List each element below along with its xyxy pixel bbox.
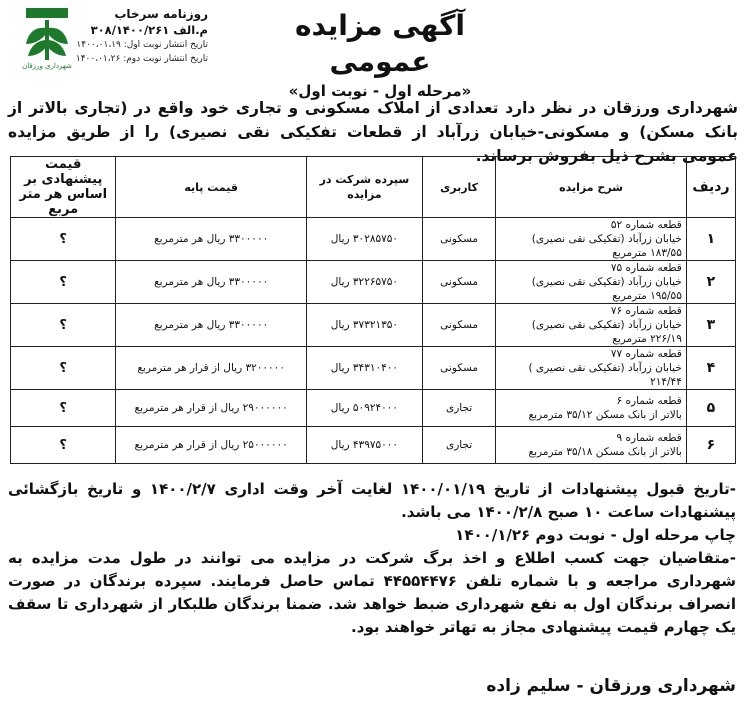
header-usage: کاربری [422, 157, 495, 218]
participants-paragraph: -متقاضیان جهت کسب اطلاع و اخذ برگ شرکت در مزایده می توانند در طول مدت مزایده به شهرداری مراجعه و با شماره تلفن ۴۴۵۵۴۴۷۶ تماس حاصل فرمایند. سپرده برندگان در صورت انصراف برندگان اول به نفع شهرداری ضبط خواهد شد. ضمنا برندگان طلبکار از شهرداری تا سقف یک چهارم قیمت پیشنهادی مجاز به تهاتر خواهند بود. [8, 549, 736, 636]
lot-location: خیابان زرآباد (تفکیکی نقی نصیری ) ۲۱۴/۴۴ [528, 362, 682, 388]
row-offer-price: ؟ [11, 390, 116, 427]
header-offer-price: قیمت پیشنهادی بر اساس هر متر مربع [11, 157, 116, 218]
row-deposit: ۳۷۳۲۱۳۵۰ ریال [306, 304, 422, 347]
row-offer-price: ؟ [11, 347, 116, 390]
row-offer-price: ؟ [11, 218, 116, 261]
lot-location: خیابان زرآباد (تفکیکی نقی نصیری) ۱۹۵/۵۵ مترمربع [531, 276, 682, 302]
notice-heading [260, 8, 500, 100]
header-base-price: قیمت پایه [116, 157, 307, 218]
row-description [496, 347, 687, 390]
print-stage-line: چاپ مرحله اول - نوبت دوم ۱۴۰۰/۱/۲۶ [455, 526, 736, 544]
row-description [496, 427, 687, 464]
lot-location: بالاتر از بانک مسکن ۳۵/۱۸ مترمربع [528, 446, 682, 458]
row-description [496, 261, 687, 304]
row-deposit: ۳۰۲۸۵۷۵۰ ریال [306, 218, 422, 261]
lot-title: قطعه شماره ۶ [616, 395, 682, 407]
auction-table [10, 156, 736, 464]
row-usage: مسکونی [422, 347, 495, 390]
row-base-price: ۳۳۰۰۰۰۰ ریال هر مترمربع [116, 218, 307, 261]
first-publish-date: تاریخ انتشار نوبت اول: ۱۴۰۰،۰۱،۱۹ [76, 40, 208, 50]
page-title: آگهی مزایده عمومی [294, 9, 465, 78]
lot-title: قطعه شماره ۹ [616, 432, 682, 444]
dates-paragraph: -تاریخ قبول پیشنهادات از تاریخ ۱۴۰۰/۰۱/۱۹ لغایت آخر وقت اداری ۱۴۰۰/۲/۷ و تاریخ بازگشائی پیشنهادات ساعت ۱۰ صبح ۱۴۰۰/۲/۸ می باشد. [8, 480, 736, 521]
row-description [496, 304, 687, 347]
row-deposit: ۳۲۲۶۵۷۵۰ ریال [306, 261, 422, 304]
newspaper-name: روزنامه سرخاب [114, 7, 208, 21]
header-deposit: سپرده شرکت در مزایده [306, 157, 422, 218]
row-usage: تجاری [422, 427, 495, 464]
lot-location: خیابان زرآباد (تفکیکی نقی نصیری) ۱۸۳/۵۵ مترمربع [531, 233, 682, 259]
lot-title: قطعه شماره ۵۲ [610, 219, 682, 231]
page-subtitle: «مرحله اول - نوبت اول» [288, 82, 472, 100]
lot-title: قطعه شماره ۷۶ [610, 305, 682, 317]
table-row [11, 261, 736, 304]
row-number: ۶ [686, 427, 735, 464]
signature: شهرداری ورزقان - سلیم زاده [486, 676, 736, 696]
lot-title: قطعه شماره ۷۷ [610, 348, 682, 360]
second-publish-date: تاریخ انتشار نوبت دوم: ۱۴۰۰،۰۱،۲۶ [75, 54, 208, 64]
row-number: ۳ [686, 304, 735, 347]
lot-title: قطعه شماره ۷۵ [610, 262, 682, 274]
row-usage: مسکونی [422, 218, 495, 261]
table-row [11, 390, 736, 427]
conditions-text [8, 478, 736, 639]
row-usage: تجاری [422, 390, 495, 427]
header-description: شرح مزایده [496, 157, 687, 218]
row-deposit: ۴۳۹۷۵۰۰۰ ریال [306, 427, 422, 464]
row-deposit: ۵۰۹۲۴۰۰۰ ریال [306, 390, 422, 427]
lot-location: بالاتر از بانک مسکن ۳۵/۱۲ مترمربع [528, 409, 682, 421]
row-number: ۴ [686, 347, 735, 390]
publication-info [8, 6, 208, 66]
table-row [11, 347, 736, 390]
row-number: ۲ [686, 261, 735, 304]
row-usage: مسکونی [422, 304, 495, 347]
row-base-price: ۳۲۰۰۰۰۰ ریال از قرار هر مترمربع [116, 347, 307, 390]
logo-caption: شهرداری ورزقان [22, 62, 72, 70]
reference-number: م.الف ۳۰۸/۱۴۰۰/۲۶۱ [90, 23, 208, 37]
row-base-price: ۳۳۰۰۰۰۰ ریال هر مترمربع [116, 304, 307, 347]
lot-location: خیابان زرآباد (تفکیکی نقی نصیری) ۲۲۶/۱۹ مترمربع [531, 319, 682, 345]
table-row [11, 304, 736, 347]
row-base-price: ۲۵۰۰۰۰۰۰ ریال از قرار هر مترمربع [116, 427, 307, 464]
row-usage: مسکونی [422, 261, 495, 304]
row-offer-price: ؟ [11, 427, 116, 464]
row-description [496, 390, 687, 427]
row-deposit: ۳۴۳۱۰۴۰۰ ریال [306, 347, 422, 390]
table-row [11, 218, 736, 261]
row-offer-price: ؟ [11, 261, 116, 304]
intro-paragraph: شهرداری ورزقان در نظر دارد تعدادی از املاک مسکونی و تجاری خود واقع در (تجاری بالاتر از بانک مسکن) و مسکونی-خیابان زرآباد از قطعات تفکیکی نقی نصیری) را از طریق مزایده عمومی بشرح ذیل بفروش برساند. [8, 99, 738, 165]
table-header-row [11, 157, 736, 218]
row-offer-price: ؟ [11, 304, 116, 347]
row-base-price: ۲۹۰۰۰۰۰۰ ریال از قرار هر مترمربع [116, 390, 307, 427]
table-row [11, 427, 736, 464]
row-base-price: ۳۳۰۰۰۰۰ ریال هر مترمربع [116, 261, 307, 304]
row-description [496, 218, 687, 261]
row-number: ۵ [686, 390, 735, 427]
row-number: ۱ [686, 218, 735, 261]
header-row-number: ردیف [686, 157, 735, 218]
